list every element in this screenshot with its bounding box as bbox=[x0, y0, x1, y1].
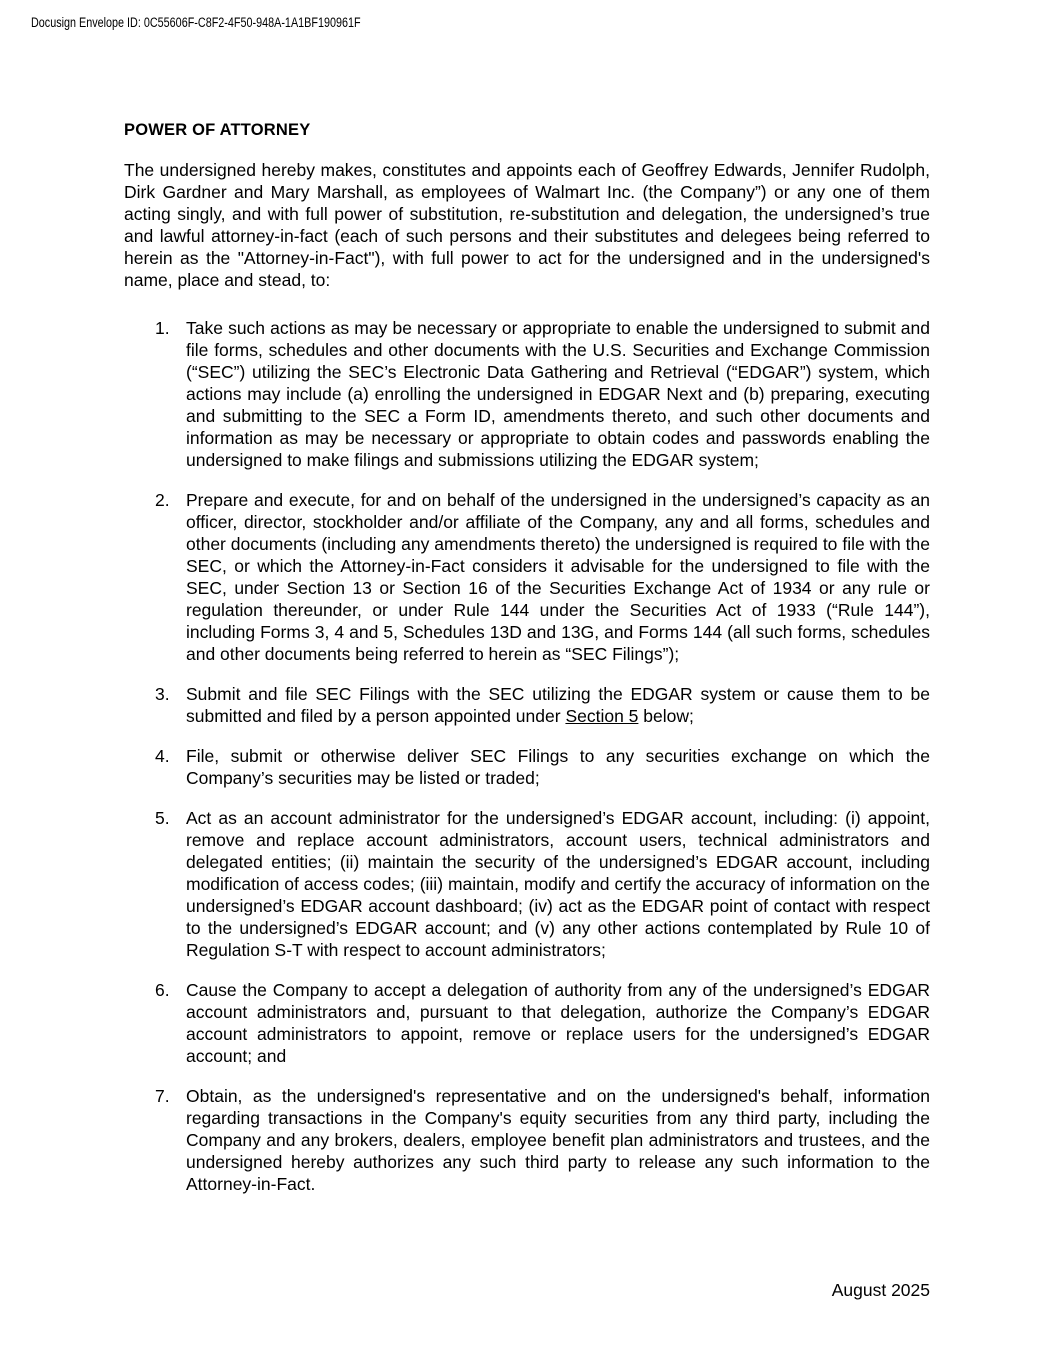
list-item-6 bbox=[124, 979, 930, 1067]
item-text: Prepare and execute, for and on behalf of the undersigned in the undersigned’s capacity as an officer, director, stockholder and/or affiliate of the Company, any and all forms, schedules and other documents (including any amendments thereto) the undersigned is required to file with the SEC, or which the Attorney-in-Fact considers it advisable for the undersigned to file with the SEC, under Section 13 or Section 16 of the Securities Exchange Act of 1934 or any rule or regulation thereunder, or under Rule 144 under the Securities Act of 1933 (“Rule 144”), including Forms 3, 4 and 5, Schedules 13D and 13G, and Forms 144 (all such forms, schedules and other documents being referred to herein as “SEC Filings”); bbox=[186, 490, 930, 664]
list-item-7 bbox=[124, 1085, 930, 1195]
item-text-segment: Submit and file SEC Filings with the SEC utilizing the EDGAR system or cause them to be submitted and filed by a person appointed under bbox=[186, 684, 930, 726]
item-number: 5. bbox=[155, 808, 170, 828]
item-text: Obtain, as the undersigned's representative and on the undersigned's behalf, information regarding transactions in the Company's equity securities from any third party, including the Company and any brokers, dealers, employee benefit plan administrators and trustees, and the undersigned hereby authorizes any such third party to release any such information to the Attorney-in-Fact. bbox=[186, 1086, 930, 1194]
item-number: 4. bbox=[155, 746, 170, 766]
item-text: Cause the Company to accept a delegation of authority from any of the undersigned’s EDGAR account administrators and, pursuant to that delegation, authorize the Company’s EDGAR account administrators to appoint, remove or replace users for the undersigned’s EDGAR account; and bbox=[186, 980, 930, 1066]
document-date: August 2025 bbox=[831, 1280, 930, 1300]
document-title: POWER OF ATTORNEY bbox=[124, 121, 311, 139]
list-item-1 bbox=[124, 317, 930, 471]
item-text: Act as an account administrator for the undersigned’s EDGAR account, including: (i) appoint, remove and replace account administrators, account users, technical administrators and delegated entities; (ii) maintain the security of the undersigned’s EDGAR account, including modification of access codes; (iii) maintain, modify and certify the accuracy of information on the undersigned’s EDGAR account dashboard; (iv) act as the EDGAR point of contact with respect to the undersigned’s EDGAR account; and (v) any other actions contemplated by Rule 10 of Regulation S-T with respect to account administrators; bbox=[186, 808, 930, 960]
item-number: 2. bbox=[155, 490, 170, 510]
item-text: File, submit or otherwise deliver SEC Filings to any securities exchange on which the Company’s securities may be listed or traded; bbox=[186, 746, 930, 788]
document-body bbox=[124, 119, 930, 1213]
item-text-segment: below; bbox=[638, 706, 694, 726]
item-text: Take such actions as may be necessary or appropriate to enable the undersigned to submit and file forms, schedules and other documents with the U.S. Securities and Exchange Commission (“SEC”) utilizing the SEC’s Electronic Data Gathering and Retrieval (“EDGAR”) system, which actions may include (a) enrolling the undersigned in EDGAR Next and (b) preparing, executing and submitting to the SEC a Form ID, amendments thereto, and such other documents and information as may be necessary or appropriate to obtain codes and passwords enabling the undersigned to make filings and submissions utilizing the EDGAR system; bbox=[186, 318, 930, 470]
section-5-reference: Section 5 bbox=[565, 706, 639, 726]
list-item-3 bbox=[124, 683, 930, 727]
item-number: 1. bbox=[155, 318, 170, 338]
docusign-envelope-id: Docusign Envelope ID: 0C55606F-C8F2-4F50-948A-1A1BF190961F bbox=[31, 15, 361, 30]
numbered-list bbox=[124, 317, 930, 1195]
item-number: 7. bbox=[155, 1086, 170, 1106]
list-item-2 bbox=[124, 489, 930, 665]
item-number: 3. bbox=[155, 684, 170, 704]
intro-paragraph: The undersigned hereby makes, constitutes and appoints each of Geoffrey Edwards, Jennifer Rudolph, Dirk Gardner and Mary Marshall, as employees of Walmart Inc. (the Company”) or any one of them acting singly, and with full power of substitution, re-substitution and delegation, the undersigned’s true and lawful attorney-in-fact (each of such persons and their substitutes and delegees being referred to herein as the "Attorney-in-Fact"), with full power to act for the undersigned and in the undersigned's name, place and stead, to: bbox=[124, 160, 930, 290]
list-item-4 bbox=[124, 745, 930, 789]
item-text bbox=[186, 683, 930, 727]
item-number: 6. bbox=[155, 980, 170, 1000]
list-item-5 bbox=[124, 807, 930, 961]
